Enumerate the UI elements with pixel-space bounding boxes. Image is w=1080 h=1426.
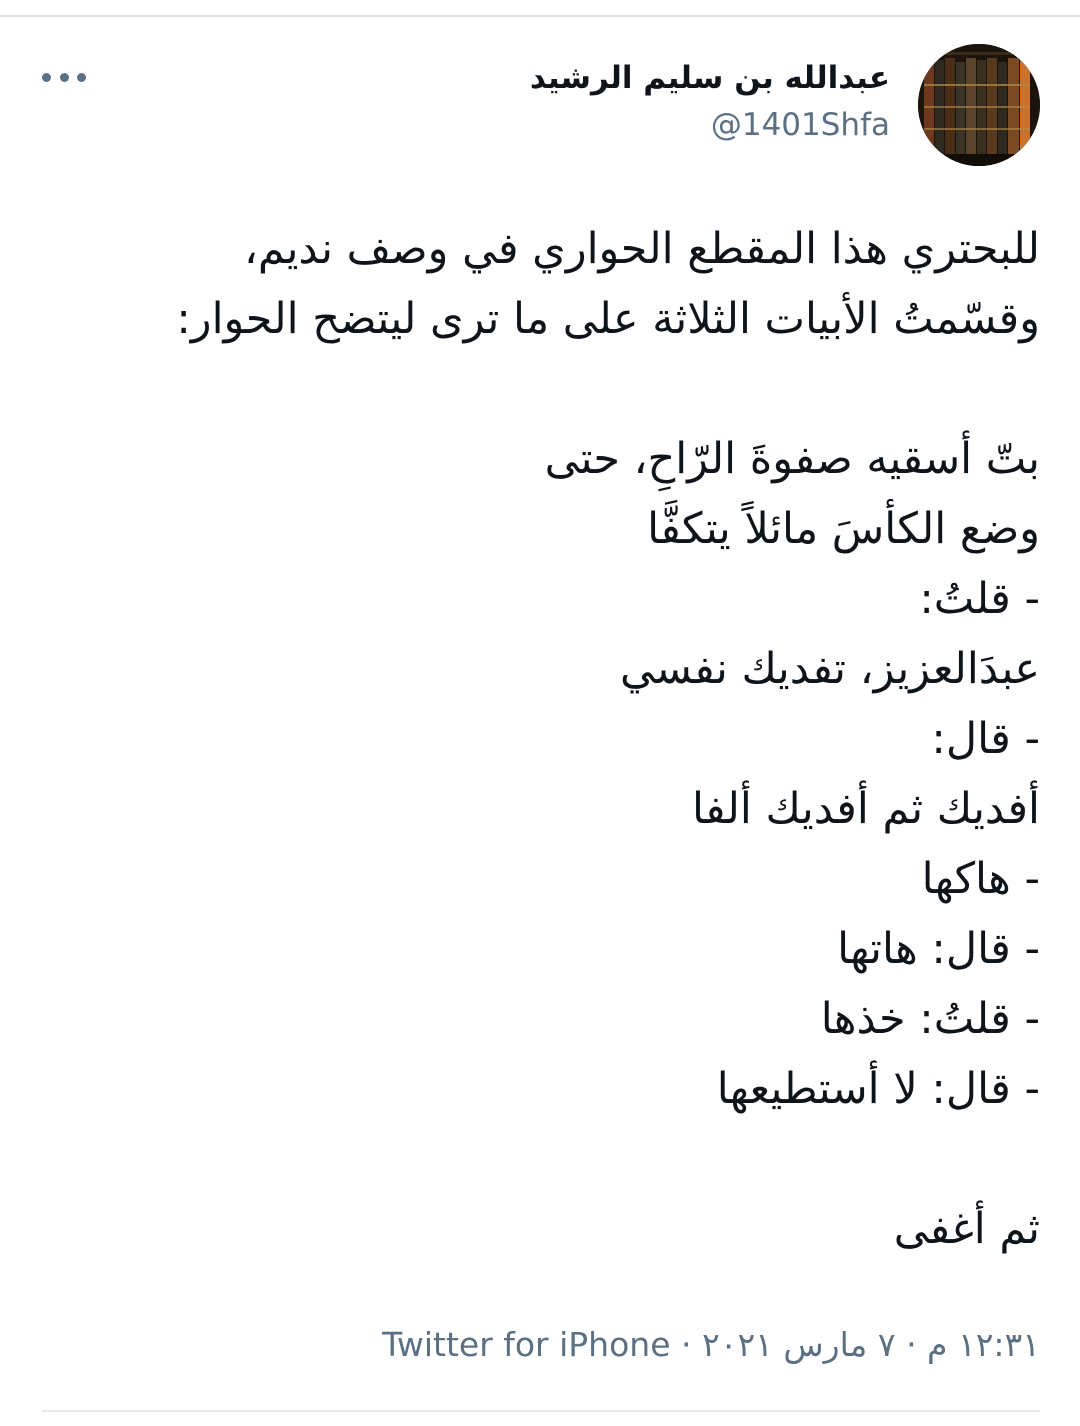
- tweet-timestamp[interactable]: ١٢:٣١ م · ٧ مارس ٢٠٢١: [702, 1325, 1040, 1364]
- user-avatar[interactable]: [918, 44, 1040, 166]
- top-divider: [0, 15, 1080, 17]
- tweet-line: وضع الكأسَ مائلاً يتكفَّا: [647, 504, 1040, 554]
- tweet-line: - قال: هاتها: [837, 924, 1040, 974]
- tweet-meta: [382, 1325, 1040, 1364]
- tweet-line: ثم أغفى: [893, 1204, 1040, 1254]
- tweet-line-blank: [40, 1124, 1040, 1194]
- tweet-line: للبحتري هذا المقطع الحواري في وصف نديم،: [243, 224, 1040, 274]
- tweet-line: - هاكها: [921, 854, 1040, 904]
- display-name[interactable]: عبدالله بن سليم الرشيد: [529, 60, 890, 96]
- dot: [42, 73, 51, 82]
- tweet-line: - قلتُ: خذها: [820, 994, 1040, 1044]
- user-handle[interactable]: @1401Shfa: [710, 107, 890, 143]
- tweet-text: [40, 214, 1040, 1264]
- tweet-source-link[interactable]: Twitter for iPhone: [382, 1325, 671, 1364]
- tweet-line: أفديك ثم أفديك ألفا: [691, 784, 1040, 834]
- tweet-line-blank: [40, 354, 1040, 424]
- tweet-line: وقسّمتُ الأبيات الثلاثة على ما ترى ليتضح الحوار:: [176, 294, 1040, 344]
- bottom-divider: [42, 1410, 1040, 1412]
- tweet-line: - قال:: [931, 714, 1040, 764]
- more-options-icon[interactable]: [42, 66, 86, 88]
- dot: [60, 73, 69, 82]
- tweet-line: عبدَالعزيز، تفديك نفسي: [619, 644, 1040, 694]
- tweet-line: بتّ أسقيه صفوةَ الرّاحِ، حتى: [544, 434, 1040, 484]
- meta-separator: ·: [670, 1325, 702, 1364]
- bookshelf-avatar-icon: [918, 44, 1040, 166]
- tweet-line: - قلتُ:: [919, 574, 1040, 624]
- dot: [77, 73, 86, 82]
- tweet-line: - قال: لا أستطيعها: [716, 1064, 1040, 1114]
